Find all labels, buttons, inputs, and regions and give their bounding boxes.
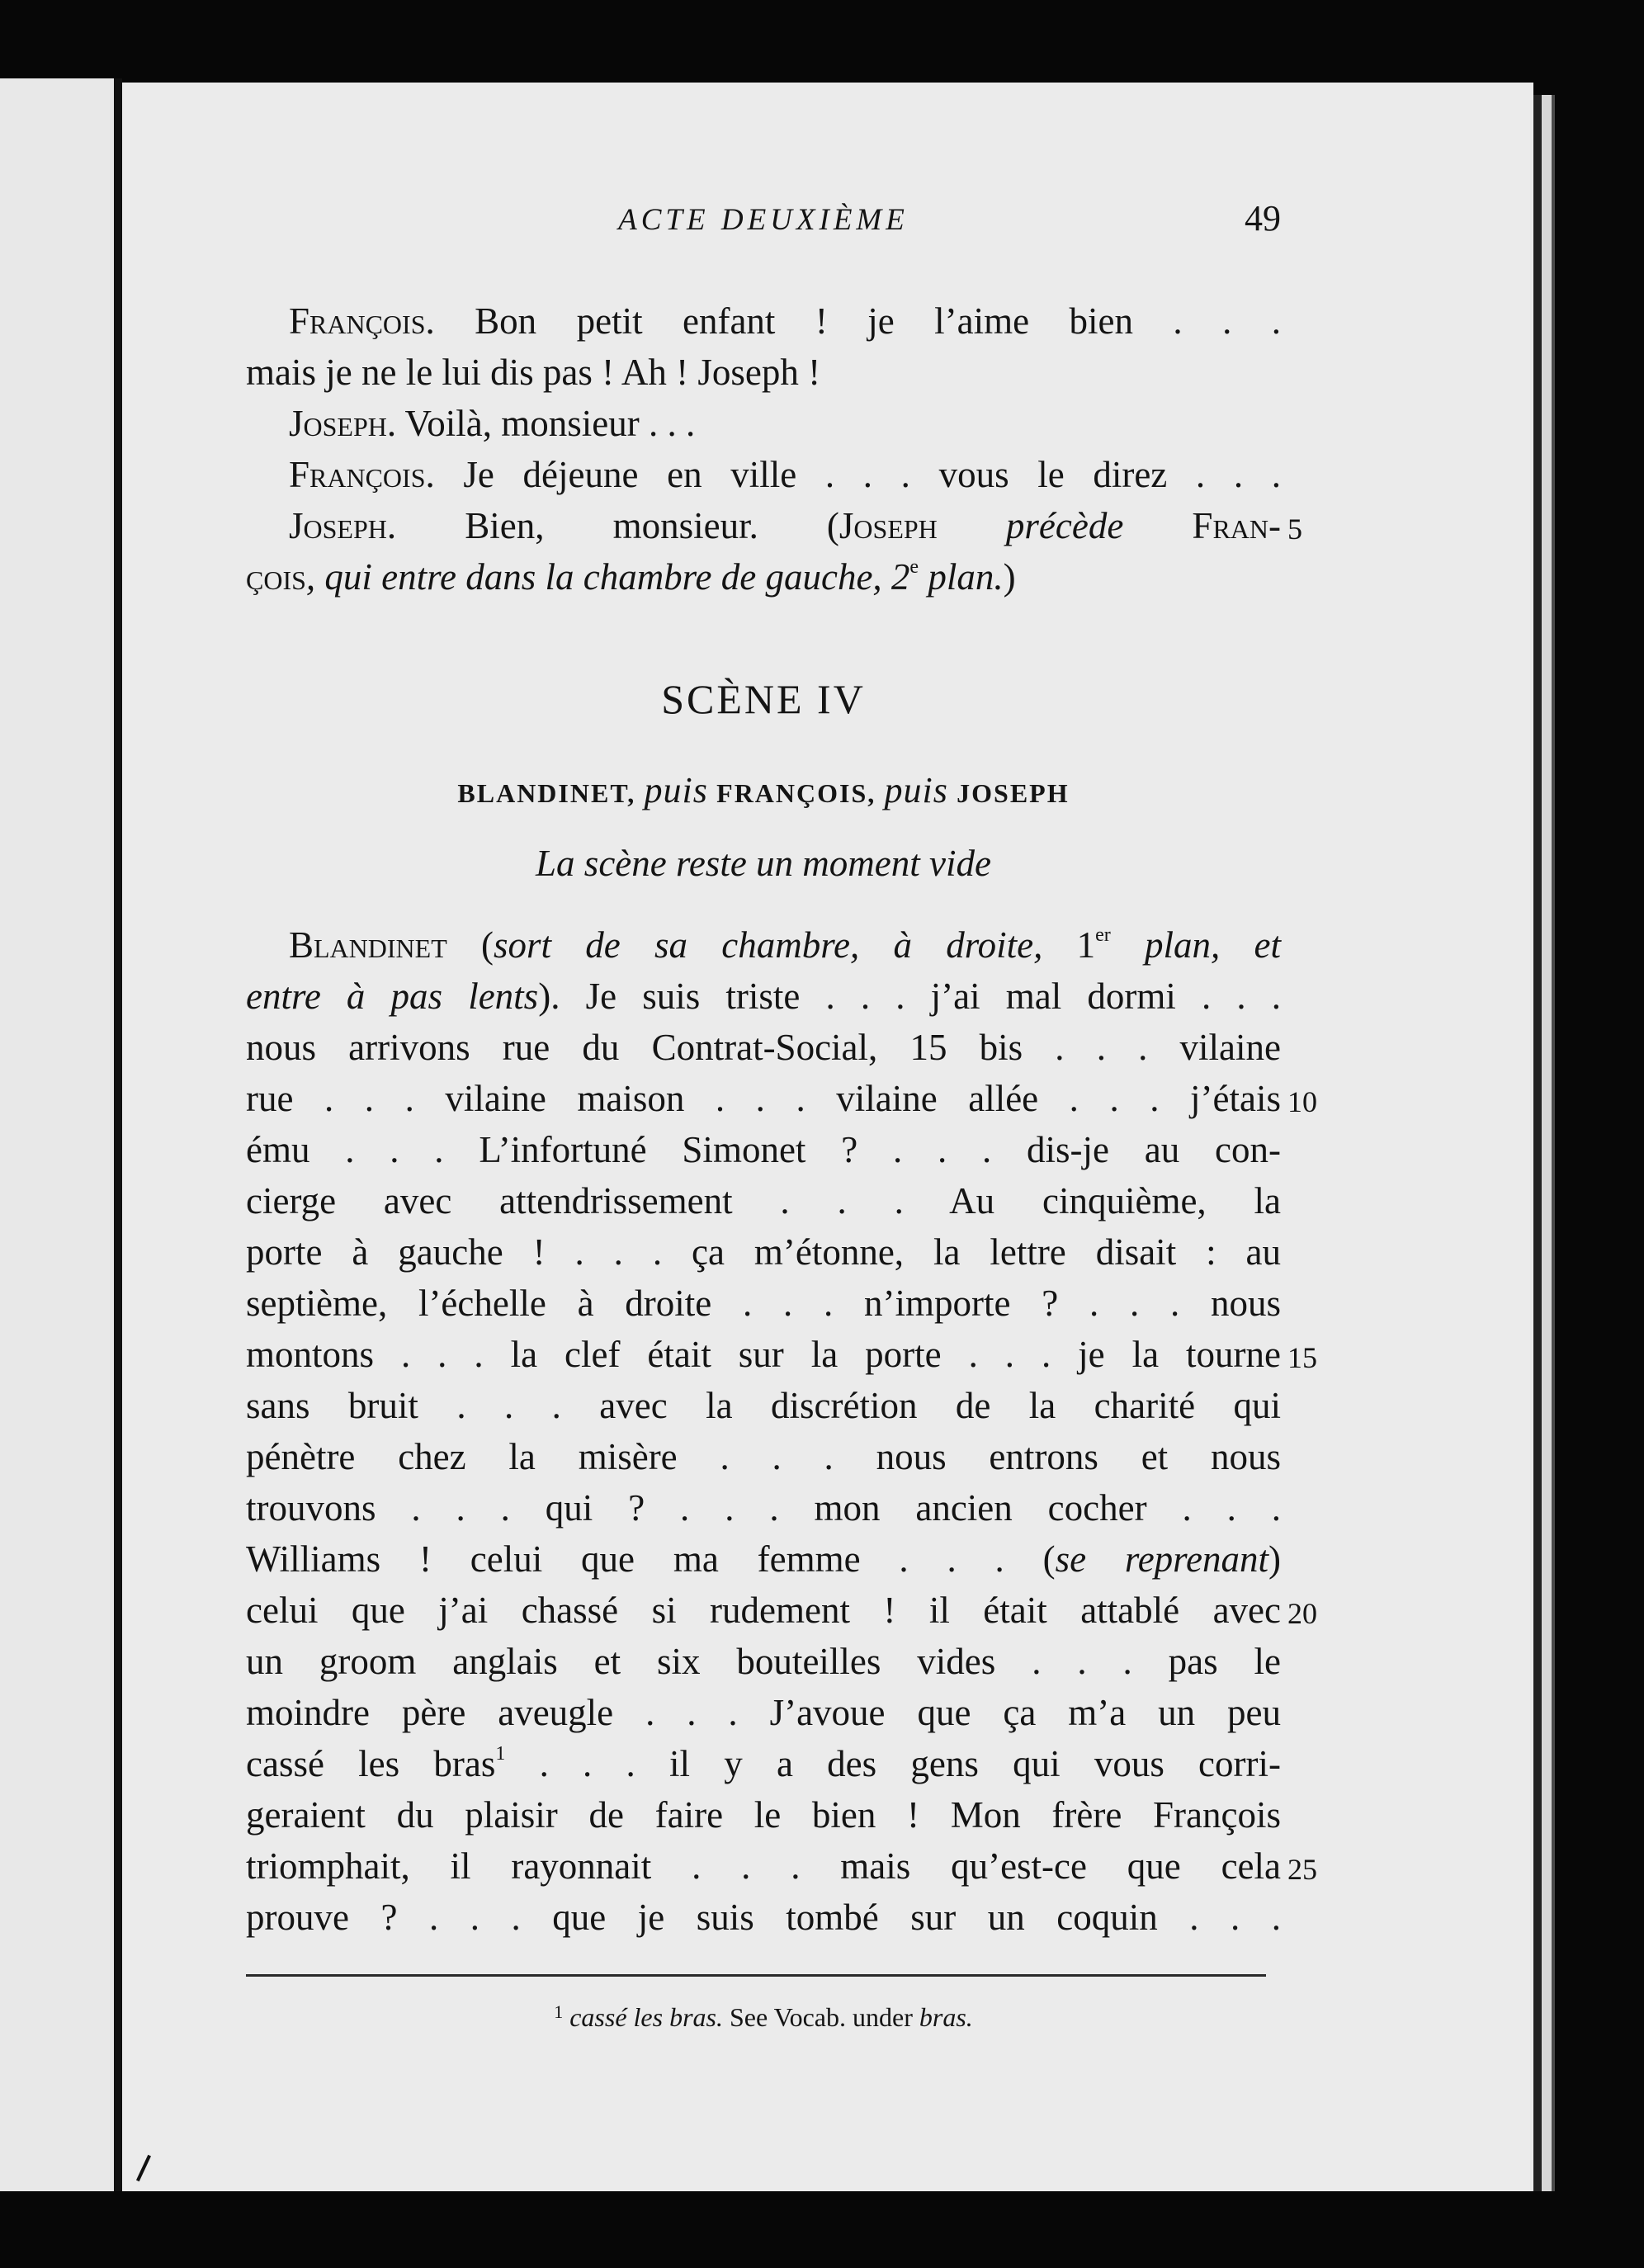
line-text: rue . . . vilaine maison . . . vilaine allée . . . j’étais: [246, 1078, 1281, 1119]
footnote-text: See Vocab. under: [722, 2002, 919, 2032]
stage-direction: sort de sa chambre, à droite,: [493, 924, 1043, 966]
speaker-name: François.: [289, 300, 435, 342]
page-stack-edge: [1542, 95, 1552, 2191]
line-text: Williams ! celui que ma femme . . . (: [246, 1538, 1056, 1580]
text-line: [246, 347, 1281, 398]
line-text: porte à gauche ! . . . ça m’étonne, la lettre disait : au: [246, 1231, 1281, 1273]
text-line: [246, 1533, 1281, 1585]
stage-direction: , qui entre dans la chambre de gauche, 2: [305, 556, 910, 598]
superscript: e: [909, 556, 919, 578]
footnote-rule: [246, 1974, 1266, 1977]
speaker-name: François.: [289, 454, 435, 495]
line-number: 25: [1287, 1853, 1317, 1886]
line-number: 10: [1287, 1085, 1317, 1118]
text-line: [246, 971, 1281, 1022]
line-text: trouvons . . . qui ? . . . mon ancien cocher . . .: [246, 1487, 1281, 1529]
footnote-term: cassé les bras.: [569, 2002, 723, 2032]
line-text: septième, l’échelle à droite . . . n’importe ? . . . nous: [246, 1283, 1281, 1324]
dialogue-top: [246, 295, 1302, 602]
character-name: BLANDINET,: [457, 778, 636, 808]
page-edge-shadow: [1533, 95, 1542, 2191]
line-text: nous arrivons rue du Contrat-Social, 15 bis . . . vilaine: [246, 1027, 1281, 1068]
line-text: . . . il y a des gens qui vous corri-: [505, 1743, 1281, 1784]
text-line: [246, 449, 1281, 500]
adjacent-page-edge: [0, 78, 114, 2191]
stage-direction: La scène reste un moment vide: [536, 843, 991, 884]
line-number: 20: [1287, 1597, 1317, 1630]
line-text: Bien, monsieur. (: [396, 505, 839, 546]
stage-direction: entre à pas lents: [246, 976, 539, 1017]
stage-direction: plan, et: [1110, 924, 1281, 966]
line-text: cassé les bras: [246, 1743, 496, 1784]
text-line: [246, 1329, 1317, 1380]
text-line: [246, 1840, 1317, 1892]
character-name: JOSEPH: [957, 778, 1070, 808]
character-name: FRANÇOIS,: [716, 778, 876, 808]
speaker-name: Joseph.: [289, 505, 397, 546]
line-text: ): [1268, 1538, 1281, 1580]
line-text: moindre père aveugle . . . J’avoue que ça m’a un peu: [246, 1692, 1281, 1733]
line-text: geraient du plaisir de faire le bien ! Mon frère François: [246, 1794, 1281, 1836]
text-line: [246, 1022, 1281, 1073]
book-gutter: [114, 78, 122, 2191]
scene-title: SCÈNE IV: [661, 676, 866, 722]
footnote-number: 1: [554, 2001, 564, 2022]
line-text: Je déjeune en ville . . . vous le direz . . .: [434, 454, 1281, 495]
text-line: [246, 1738, 1281, 1789]
text-line: [246, 398, 1281, 449]
speaker-name: Blandinet: [289, 924, 447, 966]
text-line: [246, 1124, 1281, 1175]
text-line: [246, 1892, 1281, 1943]
line-text: sans bruit . . . avec la discrétion de la charité qui: [246, 1385, 1281, 1426]
text-line: [246, 1789, 1281, 1840]
line-text: cierge avec attendrissement . . . Au cinquième, la: [246, 1180, 1281, 1221]
line-text: Bon petit enfant ! je l’aime bien . . .: [434, 300, 1281, 342]
text-line: [246, 1585, 1317, 1636]
line-text: pénètre chez la misère . . . nous entrons et nous: [246, 1436, 1281, 1477]
text-line: [246, 919, 1281, 971]
stage-direction: plan.: [919, 556, 1004, 598]
monologue: [246, 919, 1317, 1943]
line-number: 15: [1287, 1341, 1317, 1374]
line-text: prouve ? . . . que je suis tombé sur un coquin . . .: [246, 1897, 1281, 1938]
line-text: triomphait, il rayonnait . . . mais qu’est-ce que cela: [246, 1845, 1281, 1887]
speaker-name: Joseph.: [289, 403, 397, 444]
connector-word: puis: [884, 770, 948, 810]
footnote-term: bras.: [919, 2002, 973, 2032]
stage-direction: se reprenant: [1055, 1538, 1268, 1580]
running-head: ACTE DEUXIÈME: [618, 203, 909, 237]
footnote: [246, 2001, 1281, 2033]
text-line: [246, 1226, 1281, 1278]
text-line: [246, 1073, 1317, 1124]
line-text: 1: [1042, 924, 1096, 966]
page-stack-line: [1552, 95, 1555, 2191]
line-text: ): [1003, 556, 1016, 598]
speaker-name: çois: [246, 556, 306, 598]
text-line: [246, 1175, 1281, 1226]
text-line: [246, 1431, 1281, 1482]
speaker-name: Joseph: [839, 505, 938, 546]
speaker-name: Fran-: [1192, 505, 1281, 546]
line-text: celui que j’ai chassé si rudement ! il était attablé avec: [246, 1590, 1281, 1631]
connector-word: puis: [644, 770, 708, 810]
line-text: un groom anglais et six bouteilles vides . . . pas le: [246, 1641, 1281, 1682]
text-line: [246, 295, 1281, 347]
line-text: Voilà, monsieur . . .: [396, 403, 696, 444]
text-line: [246, 1482, 1281, 1533]
footnote-marker: 1: [495, 1743, 506, 1765]
line-text: montons . . . la clef était sur la porte . . . je la tourne: [246, 1334, 1281, 1375]
line-text: ). Je suis triste . . . j’ai mal dormi . . .: [538, 976, 1281, 1017]
page-number: 49: [1245, 198, 1281, 239]
superscript: er: [1095, 924, 1111, 946]
text-line: [246, 1687, 1281, 1738]
page-header: [246, 198, 1281, 252]
text-line: [246, 1380, 1281, 1431]
text-line: [246, 1636, 1281, 1687]
line-text: (: [446, 924, 494, 966]
stage-direction: précède: [937, 505, 1193, 546]
scene-characters: [246, 769, 1281, 811]
text-line: [246, 551, 1281, 602]
line-text: ému . . . L’infortuné Simonet ? . . . dis-je au con-: [246, 1129, 1281, 1170]
line-number: 5: [1287, 513, 1302, 546]
line-text: mais je ne le lui dis pas ! Ah ! Joseph !: [246, 352, 821, 393]
text-line: [246, 1278, 1281, 1329]
text-line: [246, 500, 1302, 551]
